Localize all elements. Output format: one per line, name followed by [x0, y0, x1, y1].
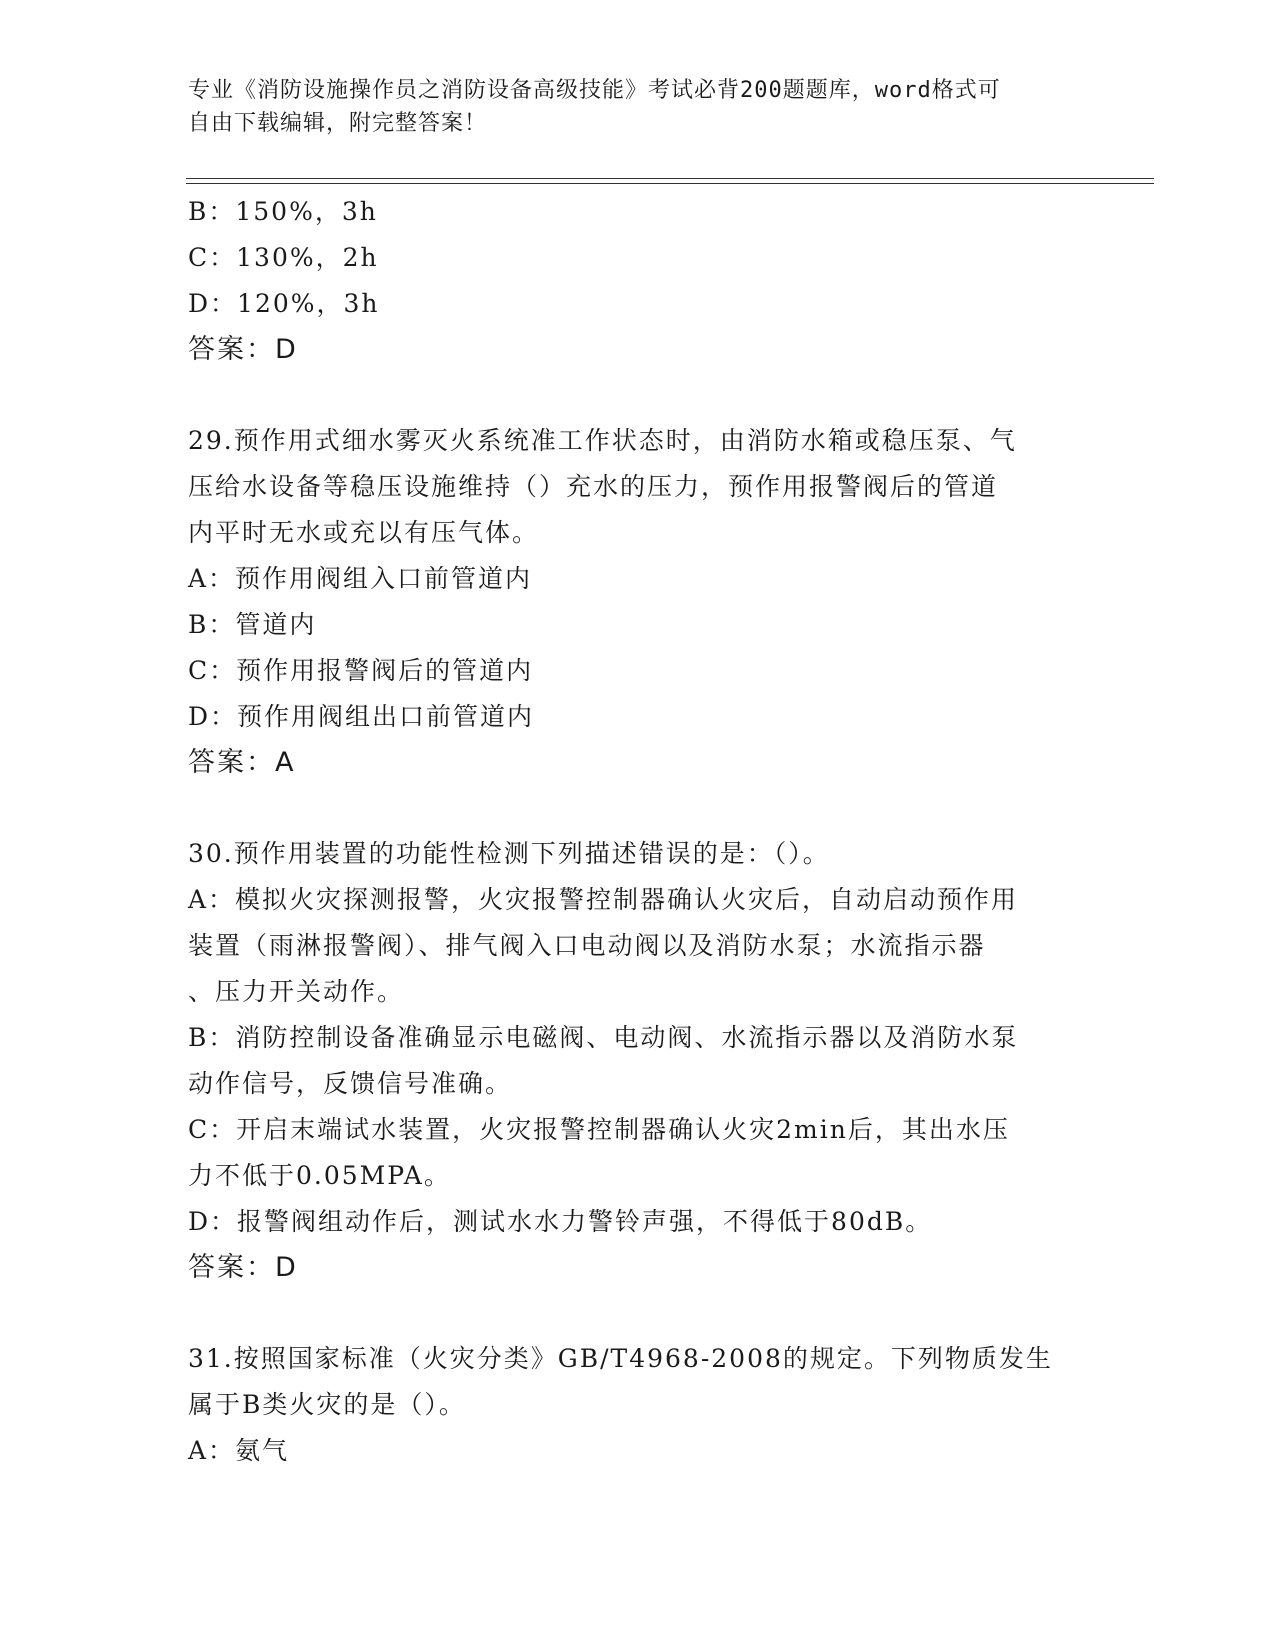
option-b: B：消防控制设备准确显示电磁阀、电动阀、水流指示器以及消防水泵	[188, 1023, 1019, 1052]
question-stem: 29.预作用式细水雾灭火系统准工作状态时，由消防水箱或稳压泵、气	[188, 426, 1017, 455]
question-stem: 属于B类火灾的是（）。	[188, 1390, 466, 1419]
question-content	[188, 189, 1088, 1474]
question-stem: 压给水设备等稳压设施维持（）充水的压力，预作用报警阀后的管道	[188, 472, 999, 501]
header-divider-bottom	[186, 183, 1154, 184]
header-divider-top	[186, 178, 1154, 179]
document-header	[188, 74, 1068, 140]
option-a-continued: 装置（雨淋报警阀）、排气阀入口电动阀以及消防水泵；水流指示器	[188, 931, 986, 960]
answer-label: 答案：D	[188, 334, 298, 365]
option-d: D：报警阀组动作后，测试水水力警铃声强，不得低于80dB。	[188, 1207, 933, 1236]
option-b: B：150%，3h	[188, 197, 378, 226]
answer-label: 答案：A	[188, 747, 296, 778]
option-a: A：氨气	[188, 1436, 290, 1465]
question-31	[188, 1336, 1088, 1474]
question-stem: 30.预作用装置的功能性检测下列描述错误的是：（）。	[188, 839, 830, 868]
option-a-continued: 、压力开关动作。	[188, 977, 405, 1006]
question-28-tail	[188, 189, 1088, 373]
option-c: C：开启末端试水装置，火灾报警控制器确认火灾2min后，其出水压	[188, 1115, 1010, 1144]
option-b-continued: 动作信号，反馈信号准确。	[188, 1069, 513, 1098]
option-a: A：模拟火灾探测报警，火灾报警控制器确认火灾后，自动启动预作用	[188, 885, 1019, 914]
option-c: C：130%，2h	[188, 243, 379, 272]
option-d: D：120%，3h	[188, 289, 380, 318]
question-29	[188, 418, 1088, 786]
question-30	[188, 831, 1088, 1291]
question-stem: 内平时无水或充以有压气体。	[188, 518, 540, 547]
header-line-1: 专业《消防设施操作员之消防设备高级技能》考试必背200题题库，word格式可	[188, 78, 1001, 103]
option-b: B：管道内	[188, 610, 317, 639]
header-line-2: 自由下载编辑，附完整答案！	[188, 111, 488, 136]
option-c: C：预作用报警阀后的管道内	[188, 656, 534, 685]
answer-label: 答案：D	[188, 1252, 298, 1283]
option-d: D：预作用阀组出口前管道内	[188, 702, 535, 731]
question-stem: 31.按照国家标准（火灾分类》GB/T4968-2008的规定。下列物质发生	[188, 1344, 1053, 1373]
option-c-continued: 力不低于0.05MPA。	[188, 1161, 451, 1190]
option-a: A：预作用阀组入口前管道内	[188, 564, 533, 593]
